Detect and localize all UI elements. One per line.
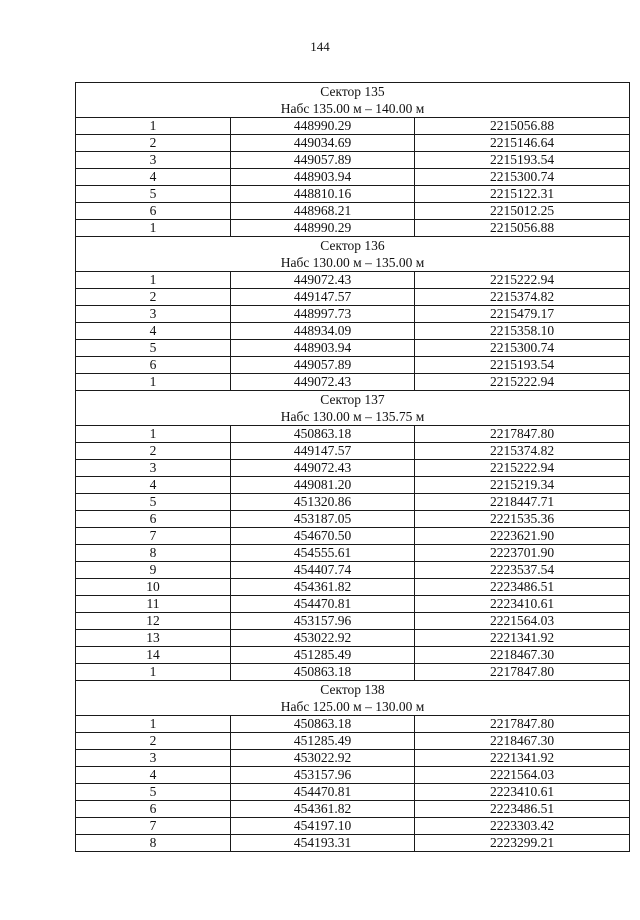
coordinate-x: 454470.81 [231, 596, 415, 613]
table-row [76, 562, 630, 579]
table-row [76, 135, 630, 152]
sector-height-range: Набс 135.00 м – 140.00 м [76, 100, 630, 118]
coordinate-x: 449072.43 [231, 374, 415, 391]
sector-height-row [76, 698, 630, 716]
sector-title: Сектор 135 [76, 83, 630, 101]
coordinate-y: 2223299.21 [415, 835, 630, 852]
table-row [76, 323, 630, 340]
coordinate-y: 2215222.94 [415, 374, 630, 391]
coordinate-x: 449147.57 [231, 443, 415, 460]
coordinate-x: 451285.49 [231, 733, 415, 750]
coordinates-table-body [76, 83, 630, 852]
coordinate-y: 2221564.03 [415, 767, 630, 784]
coordinate-y: 2223486.51 [415, 801, 630, 818]
coordinate-y: 2215122.31 [415, 186, 630, 203]
coordinate-x: 453187.05 [231, 511, 415, 528]
coordinate-y: 2215222.94 [415, 460, 630, 477]
point-number: 6 [76, 357, 231, 374]
point-number: 13 [76, 630, 231, 647]
table-row [76, 545, 630, 562]
point-number: 8 [76, 835, 231, 852]
coordinate-y: 2223410.61 [415, 784, 630, 801]
coordinate-x: 449147.57 [231, 289, 415, 306]
sector-height-row [76, 408, 630, 426]
table-row [76, 664, 630, 681]
coordinate-x: 448810.16 [231, 186, 415, 203]
coordinate-y: 2215012.25 [415, 203, 630, 220]
coordinate-x: 448997.73 [231, 306, 415, 323]
coordinate-y: 2221341.92 [415, 750, 630, 767]
coordinate-y: 2215222.94 [415, 272, 630, 289]
sector-title: Сектор 136 [76, 237, 630, 255]
coordinate-y: 2221341.92 [415, 630, 630, 647]
table-row [76, 220, 630, 237]
point-number: 1 [76, 118, 231, 135]
coordinate-x: 448990.29 [231, 118, 415, 135]
sector-height-row [76, 254, 630, 272]
table-row [76, 169, 630, 186]
coordinate-x: 453157.96 [231, 613, 415, 630]
table-row [76, 357, 630, 374]
coordinate-y: 2215374.82 [415, 443, 630, 460]
sector-height-range: Набс 130.00 м – 135.00 м [76, 254, 630, 272]
coordinate-x: 454407.74 [231, 562, 415, 579]
point-number: 2 [76, 135, 231, 152]
point-number: 8 [76, 545, 231, 562]
table-row [76, 186, 630, 203]
coordinate-y: 2215056.88 [415, 220, 630, 237]
sector-title: Сектор 137 [76, 391, 630, 409]
coordinate-y: 2217847.80 [415, 716, 630, 733]
table-row [76, 289, 630, 306]
sector-header-row [76, 391, 630, 409]
table-row [76, 801, 630, 818]
point-number: 6 [76, 801, 231, 818]
point-number: 3 [76, 152, 231, 169]
coordinate-x: 449057.89 [231, 357, 415, 374]
coordinate-x: 450863.18 [231, 716, 415, 733]
point-number: 1 [76, 220, 231, 237]
table-row [76, 647, 630, 664]
point-number: 4 [76, 477, 231, 494]
point-number: 3 [76, 750, 231, 767]
coordinate-y: 2215374.82 [415, 289, 630, 306]
coordinate-x: 449072.43 [231, 272, 415, 289]
point-number: 10 [76, 579, 231, 596]
point-number: 5 [76, 186, 231, 203]
point-number: 4 [76, 323, 231, 340]
coordinate-x: 454555.61 [231, 545, 415, 562]
table-row [76, 784, 630, 801]
coordinate-x: 450863.18 [231, 664, 415, 681]
page-number: 144 [310, 39, 330, 54]
point-number: 7 [76, 528, 231, 545]
coordinate-y: 2223621.90 [415, 528, 630, 545]
coordinate-x: 449034.69 [231, 135, 415, 152]
table-row [76, 733, 630, 750]
sector-height-range: Набс 125.00 м – 130.00 м [76, 698, 630, 716]
table-row [76, 477, 630, 494]
table-row [76, 306, 630, 323]
table-row [76, 118, 630, 135]
coordinate-x: 454470.81 [231, 784, 415, 801]
point-number: 6 [76, 511, 231, 528]
point-number: 1 [76, 716, 231, 733]
coordinate-x: 453022.92 [231, 630, 415, 647]
coordinate-x: 454361.82 [231, 579, 415, 596]
table-row [76, 152, 630, 169]
coordinate-x: 448968.21 [231, 203, 415, 220]
coordinate-y: 2223701.90 [415, 545, 630, 562]
coordinate-x: 448903.94 [231, 340, 415, 357]
coordinate-y: 2217847.80 [415, 664, 630, 681]
coordinate-x: 449081.20 [231, 477, 415, 494]
table-row [76, 818, 630, 835]
table-row [76, 835, 630, 852]
point-number: 2 [76, 289, 231, 306]
table-row [76, 203, 630, 220]
point-number: 12 [76, 613, 231, 630]
coordinate-x: 449057.89 [231, 152, 415, 169]
coordinate-y: 2215193.54 [415, 357, 630, 374]
coordinates-table [75, 82, 630, 852]
table-row [76, 613, 630, 630]
point-number: 1 [76, 426, 231, 443]
coordinate-x: 454197.10 [231, 818, 415, 835]
table-row [76, 630, 630, 647]
table-row [76, 750, 630, 767]
coordinate-y: 2215300.74 [415, 340, 630, 357]
table-row [76, 596, 630, 613]
coordinate-x: 450863.18 [231, 426, 415, 443]
table-row [76, 528, 630, 545]
coordinate-y: 2217847.80 [415, 426, 630, 443]
point-number: 5 [76, 340, 231, 357]
table-row [76, 494, 630, 511]
coordinate-y: 2218467.30 [415, 647, 630, 664]
table-row [76, 767, 630, 784]
point-number: 6 [76, 203, 231, 220]
coordinate-y: 2223303.42 [415, 818, 630, 835]
sector-header-row [76, 83, 630, 101]
coordinate-x: 448990.29 [231, 220, 415, 237]
coordinate-y: 2215056.88 [415, 118, 630, 135]
point-number: 4 [76, 767, 231, 784]
coordinate-y: 2215479.17 [415, 306, 630, 323]
point-number: 14 [76, 647, 231, 664]
point-number: 7 [76, 818, 231, 835]
sector-header-row [76, 681, 630, 699]
point-number: 5 [76, 784, 231, 801]
point-number: 3 [76, 460, 231, 477]
point-number: 5 [76, 494, 231, 511]
table-row [76, 716, 630, 733]
coordinate-x: 454670.50 [231, 528, 415, 545]
coordinate-x: 453022.92 [231, 750, 415, 767]
table-row [76, 511, 630, 528]
sector-header-row [76, 237, 630, 255]
coordinate-y: 2221535.36 [415, 511, 630, 528]
coordinate-y: 2215219.34 [415, 477, 630, 494]
coordinate-y: 2215358.10 [415, 323, 630, 340]
point-number: 2 [76, 733, 231, 750]
point-number: 11 [76, 596, 231, 613]
coordinate-x: 451285.49 [231, 647, 415, 664]
sector-height-row [76, 100, 630, 118]
table-row [76, 426, 630, 443]
point-number: 9 [76, 562, 231, 579]
point-number: 1 [76, 664, 231, 681]
coordinate-x: 448903.94 [231, 169, 415, 186]
table-row [76, 374, 630, 391]
coordinate-y: 2223486.51 [415, 579, 630, 596]
table-row [76, 460, 630, 477]
table-row [76, 443, 630, 460]
coordinate-y: 2215146.64 [415, 135, 630, 152]
coordinate-y: 2218467.30 [415, 733, 630, 750]
coordinate-x: 448934.09 [231, 323, 415, 340]
point-number: 3 [76, 306, 231, 323]
coordinate-y: 2215193.54 [415, 152, 630, 169]
table-row [76, 272, 630, 289]
coordinate-y: 2221564.03 [415, 613, 630, 630]
coordinate-y: 2215300.74 [415, 169, 630, 186]
sector-title: Сектор 138 [76, 681, 630, 699]
point-number: 1 [76, 272, 231, 289]
coordinate-y: 2218447.71 [415, 494, 630, 511]
coordinate-y: 2223537.54 [415, 562, 630, 579]
point-number: 2 [76, 443, 231, 460]
coordinate-x: 453157.96 [231, 767, 415, 784]
coordinate-x: 451320.86 [231, 494, 415, 511]
coordinate-x: 454361.82 [231, 801, 415, 818]
table-row [76, 579, 630, 596]
coordinate-x: 454193.31 [231, 835, 415, 852]
coordinate-y: 2223410.61 [415, 596, 630, 613]
point-number: 1 [76, 374, 231, 391]
point-number: 4 [76, 169, 231, 186]
table-row [76, 340, 630, 357]
sector-height-range: Набс 130.00 м – 135.75 м [76, 408, 630, 426]
coordinate-x: 449072.43 [231, 460, 415, 477]
